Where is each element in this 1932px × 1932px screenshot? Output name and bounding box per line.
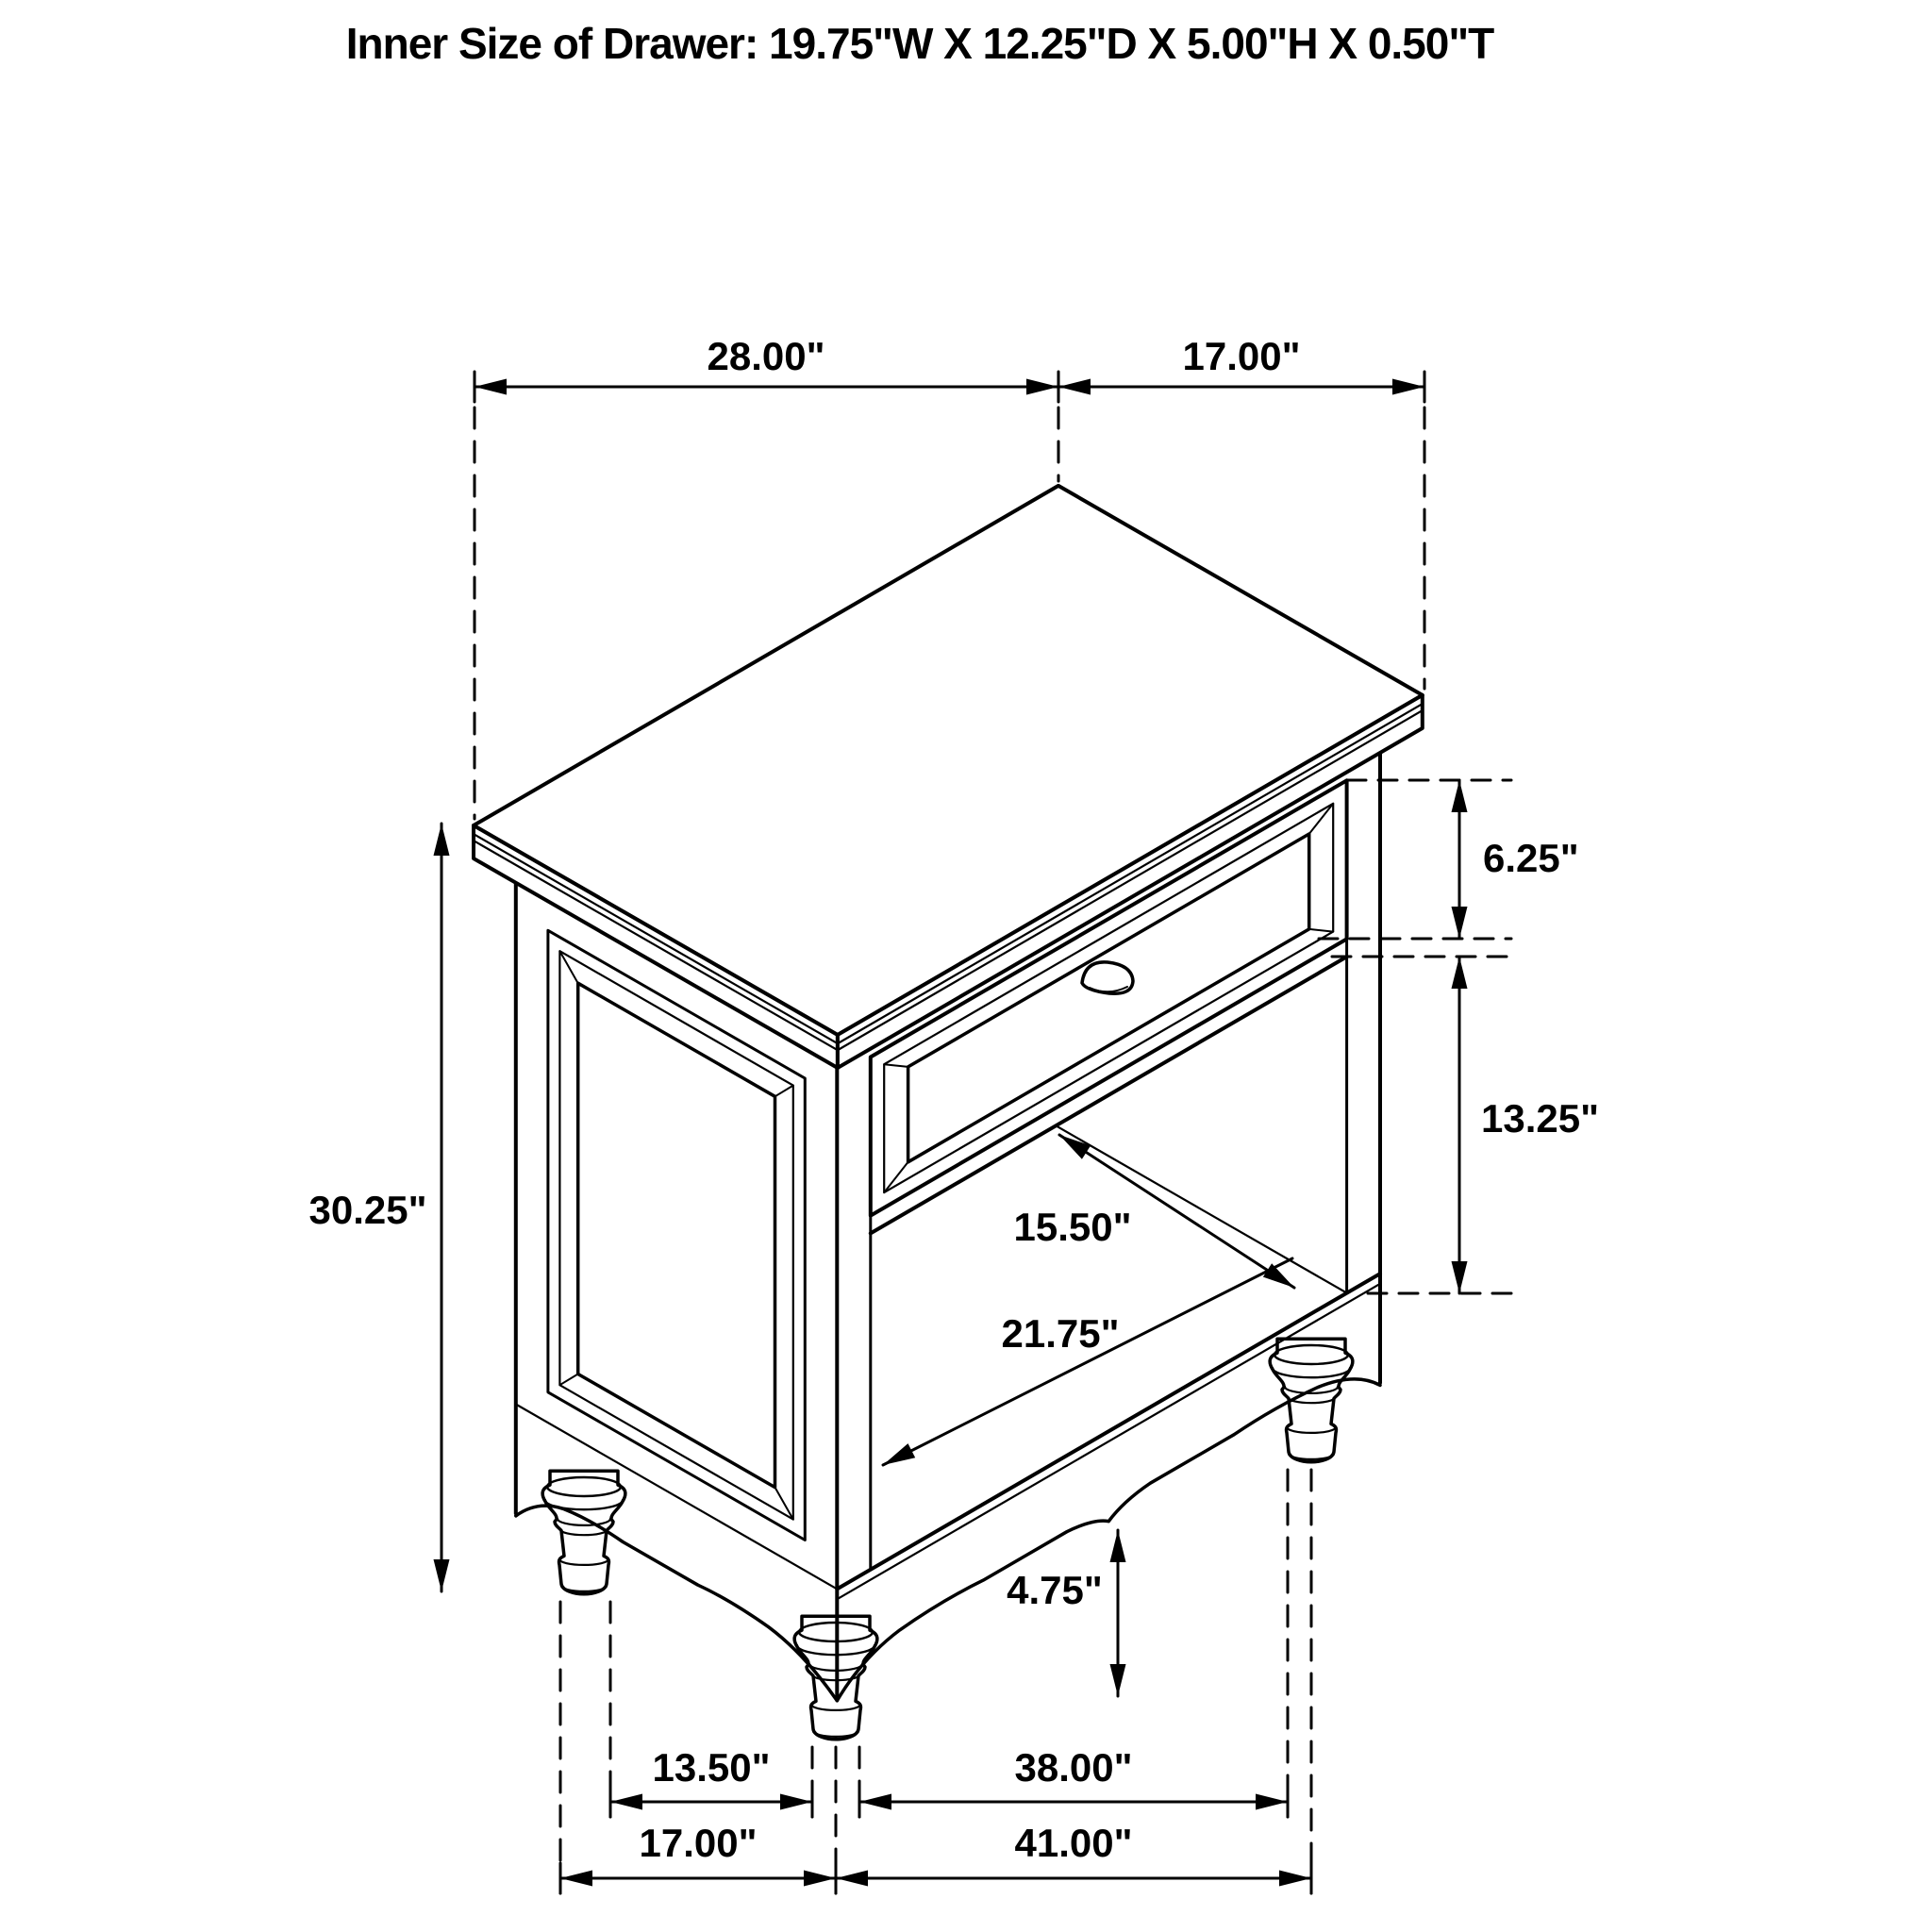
dim-label-leg-height: 4.75" <box>1007 1568 1103 1612</box>
dim-label-drawer-front-height: 6.25" <box>1483 836 1579 880</box>
dim-label-foot-gap-depth: 13.50" <box>652 1745 771 1790</box>
dim-label-foot-span-depth: 17.00" <box>639 1821 758 1865</box>
page-title: Inner Size of Drawer: 19.75"W X 12.25"D X 5.00"H X 0.50"T <box>345 19 1494 68</box>
dim-label-top-depth: 17.00" <box>1182 334 1301 378</box>
dim-label-top-width: 28.00" <box>707 334 825 378</box>
dim-label-foot-span-width: 41.00" <box>1014 1821 1133 1865</box>
dim-label-overall-height: 30.25" <box>308 1188 427 1232</box>
dim-label-shelf-width: 21.75" <box>1001 1311 1120 1356</box>
dim-label-shelf-depth: 15.50" <box>1013 1205 1132 1249</box>
dim-label-foot-gap-width: 38.00" <box>1014 1745 1133 1790</box>
dim-label-shelf-opening-height: 13.25" <box>1481 1096 1600 1141</box>
